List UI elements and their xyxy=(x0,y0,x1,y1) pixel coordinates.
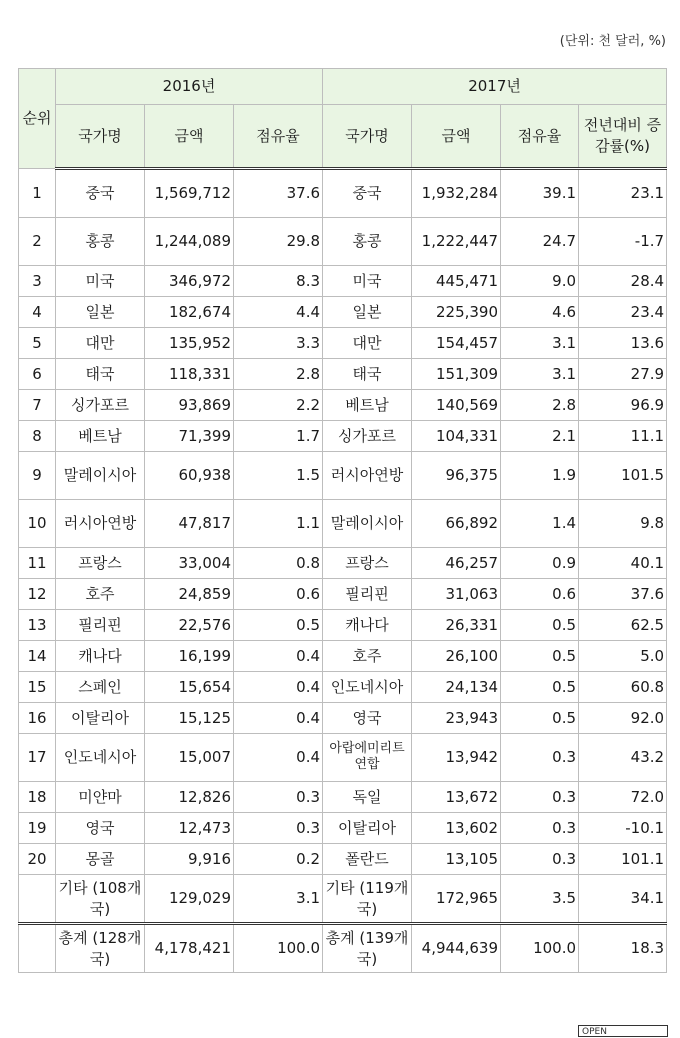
table-row xyxy=(19,169,667,218)
share-2016-cell: 0.3 xyxy=(234,782,323,813)
amount-2017-cell: 445,471 xyxy=(412,266,501,297)
amount-2016-cell: 60,938 xyxy=(145,452,234,500)
share-2017-cell: 1.4 xyxy=(501,500,579,548)
country-2016-cell: 스페인 xyxy=(56,672,145,703)
amount-2016-cell: 9,916 xyxy=(145,844,234,875)
table-row xyxy=(19,548,667,579)
share-2017-cell: 24.7 xyxy=(501,218,579,266)
country-2017-cell: 베트남 xyxy=(323,390,412,421)
share-2016-cell: 29.8 xyxy=(234,218,323,266)
country-2017-cell: 폴란드 xyxy=(323,844,412,875)
amount-2016-cell: 16,199 xyxy=(145,641,234,672)
country-2017-cell: 대만 xyxy=(323,328,412,359)
amount-2017-cell: 151,309 xyxy=(412,359,501,390)
table-row xyxy=(19,500,667,548)
growth-header: 전년대비 증감률(%) xyxy=(579,105,667,169)
country-2016-cell: 기타 (108개국) xyxy=(56,875,145,924)
others-row xyxy=(19,875,667,924)
amount-2017-cell: 24,134 xyxy=(412,672,501,703)
amount-2017-cell: 13,602 xyxy=(412,813,501,844)
country-2017-cell: 러시아연방 xyxy=(323,452,412,500)
amount-2016-cell: 47,817 xyxy=(145,500,234,548)
rank-cell: 11 xyxy=(19,548,56,579)
table-row xyxy=(19,672,667,703)
country-2017-cell: 캐나다 xyxy=(323,610,412,641)
growth-cell: -10.1 xyxy=(579,813,667,844)
amount-2016-cell: 15,007 xyxy=(145,734,234,782)
rank-cell: 10 xyxy=(19,500,56,548)
rank-cell: 1 xyxy=(19,169,56,218)
amount-2016-cell: 33,004 xyxy=(145,548,234,579)
year-2016-header: 2016년 xyxy=(56,69,323,105)
amount-2017-cell: 26,331 xyxy=(412,610,501,641)
rank-cell: 14 xyxy=(19,641,56,672)
growth-cell: 28.4 xyxy=(579,266,667,297)
share-2016-cell: 1.5 xyxy=(234,452,323,500)
share-2017-cell: 3.1 xyxy=(501,328,579,359)
country-2017-cell: 아랍에미리트연합 xyxy=(323,734,412,782)
rank-cell: 16 xyxy=(19,703,56,734)
country-2016-cell: 미국 xyxy=(56,266,145,297)
rank-cell: 5 xyxy=(19,328,56,359)
country-2016-cell: 미얀마 xyxy=(56,782,145,813)
growth-cell: 34.1 xyxy=(579,875,667,924)
share-2017-cell: 2.8 xyxy=(501,390,579,421)
growth-cell: 23.1 xyxy=(579,169,667,218)
rank-cell: 4 xyxy=(19,297,56,328)
amount-2017-cell: 13,105 xyxy=(412,844,501,875)
growth-cell: 40.1 xyxy=(579,548,667,579)
country-2016-cell: 홍콩 xyxy=(56,218,145,266)
growth-cell: 62.5 xyxy=(579,610,667,641)
country-2017-cell: 중국 xyxy=(323,169,412,218)
amount-2016-cell: 1,569,712 xyxy=(145,169,234,218)
table-row xyxy=(19,844,667,875)
amount-header-2016: 금액 xyxy=(145,105,234,169)
country-2017-cell: 필리핀 xyxy=(323,579,412,610)
growth-cell: 101.5 xyxy=(579,452,667,500)
country-2016-cell: 싱가포르 xyxy=(56,390,145,421)
table-row xyxy=(19,328,667,359)
share-2016-cell: 0.4 xyxy=(234,672,323,703)
share-2017-cell: 0.6 xyxy=(501,579,579,610)
total-row xyxy=(19,924,667,973)
growth-cell: 72.0 xyxy=(579,782,667,813)
table-row xyxy=(19,734,667,782)
country-2016-cell: 대만 xyxy=(56,328,145,359)
share-header-2016: 점유율 xyxy=(234,105,323,169)
share-2016-cell: 0.4 xyxy=(234,641,323,672)
amount-2017-cell: 66,892 xyxy=(412,500,501,548)
share-2017-cell: 1.9 xyxy=(501,452,579,500)
amount-2017-cell: 154,457 xyxy=(412,328,501,359)
amount-2016-cell: 22,576 xyxy=(145,610,234,641)
share-2016-cell: 1.1 xyxy=(234,500,323,548)
table-row xyxy=(19,641,667,672)
share-header-2017: 점유율 xyxy=(501,105,579,169)
share-2017-cell: 9.0 xyxy=(501,266,579,297)
rank-cell: 13 xyxy=(19,610,56,641)
country-2016-cell: 중국 xyxy=(56,169,145,218)
share-2016-cell: 37.6 xyxy=(234,169,323,218)
share-2016-cell: 0.8 xyxy=(234,548,323,579)
country-2016-cell: 총계 (128개국) xyxy=(56,924,145,973)
rank-cell: 9 xyxy=(19,452,56,500)
share-2017-cell: 3.5 xyxy=(501,875,579,924)
country-2017-cell: 말레이시아 xyxy=(323,500,412,548)
table-row xyxy=(19,266,667,297)
table-row xyxy=(19,452,667,500)
share-2016-cell: 2.2 xyxy=(234,390,323,421)
amount-2017-cell: 26,100 xyxy=(412,641,501,672)
amount-2017-cell: 140,569 xyxy=(412,390,501,421)
share-2016-cell: 0.2 xyxy=(234,844,323,875)
country-2017-cell: 홍콩 xyxy=(323,218,412,266)
share-2016-cell: 0.3 xyxy=(234,813,323,844)
table-row xyxy=(19,297,667,328)
rank-cell: 7 xyxy=(19,390,56,421)
amount-2016-cell: 1,244,089 xyxy=(145,218,234,266)
amount-header-2017: 금액 xyxy=(412,105,501,169)
share-2016-cell: 0.4 xyxy=(234,734,323,782)
growth-cell: 27.9 xyxy=(579,359,667,390)
share-2016-cell: 3.3 xyxy=(234,328,323,359)
table-row xyxy=(19,813,667,844)
rank-cell: 6 xyxy=(19,359,56,390)
amount-2017-cell: 172,965 xyxy=(412,875,501,924)
country-2016-cell: 베트남 xyxy=(56,421,145,452)
share-2016-cell: 2.8 xyxy=(234,359,323,390)
growth-cell: 18.3 xyxy=(579,924,667,973)
share-2016-cell: 100.0 xyxy=(234,924,323,973)
amount-2016-cell: 118,331 xyxy=(145,359,234,390)
table-row xyxy=(19,390,667,421)
amount-2016-cell: 12,826 xyxy=(145,782,234,813)
table-row xyxy=(19,782,667,813)
share-2016-cell: 4.4 xyxy=(234,297,323,328)
amount-2017-cell: 96,375 xyxy=(412,452,501,500)
country-2016-cell: 러시아연방 xyxy=(56,500,145,548)
table-row xyxy=(19,359,667,390)
amount-2016-cell: 182,674 xyxy=(145,297,234,328)
amount-2016-cell: 135,952 xyxy=(145,328,234,359)
amount-2017-cell: 1,222,447 xyxy=(412,218,501,266)
country-2017-cell: 일본 xyxy=(323,297,412,328)
amount-2016-cell: 15,654 xyxy=(145,672,234,703)
country-2017-cell: 이탈리아 xyxy=(323,813,412,844)
unit-note: (단위: 천 달러, %) xyxy=(559,34,666,49)
share-2017-cell: 0.3 xyxy=(501,782,579,813)
amount-2017-cell: 13,672 xyxy=(412,782,501,813)
table-row xyxy=(19,703,667,734)
share-2017-cell: 4.6 xyxy=(501,297,579,328)
amount-2017-cell: 13,942 xyxy=(412,734,501,782)
share-2016-cell: 0.4 xyxy=(234,703,323,734)
rank-cell: 17 xyxy=(19,734,56,782)
country-2017-cell: 태국 xyxy=(323,359,412,390)
rank-cell xyxy=(19,924,56,973)
country-2016-cell: 프랑스 xyxy=(56,548,145,579)
growth-cell: 92.0 xyxy=(579,703,667,734)
country-2017-cell: 싱가포르 xyxy=(323,421,412,452)
share-2017-cell: 100.0 xyxy=(501,924,579,973)
share-2017-cell: 3.1 xyxy=(501,359,579,390)
rank-cell xyxy=(19,875,56,924)
rank-cell: 19 xyxy=(19,813,56,844)
amount-2017-cell: 46,257 xyxy=(412,548,501,579)
amount-2017-cell: 104,331 xyxy=(412,421,501,452)
growth-cell: 43.2 xyxy=(579,734,667,782)
share-2017-cell: 0.3 xyxy=(501,844,579,875)
share-2017-cell: 0.5 xyxy=(501,703,579,734)
amount-2016-cell: 15,125 xyxy=(145,703,234,734)
growth-cell: 13.6 xyxy=(579,328,667,359)
country-2016-cell: 태국 xyxy=(56,359,145,390)
country-header-2017: 국가명 xyxy=(323,105,412,169)
growth-cell: -1.7 xyxy=(579,218,667,266)
table-row xyxy=(19,579,667,610)
amount-2017-cell: 1,932,284 xyxy=(412,169,501,218)
share-2016-cell: 0.5 xyxy=(234,610,323,641)
amount-2016-cell: 93,869 xyxy=(145,390,234,421)
country-2016-cell: 캐나다 xyxy=(56,641,145,672)
country-2017-cell: 총계 (139개국) xyxy=(323,924,412,973)
country-2016-cell: 말레이시아 xyxy=(56,452,145,500)
rank-cell: 15 xyxy=(19,672,56,703)
amount-2016-cell: 4,178,421 xyxy=(145,924,234,973)
share-2016-cell: 1.7 xyxy=(234,421,323,452)
rank-cell: 2 xyxy=(19,218,56,266)
amount-2016-cell: 129,029 xyxy=(145,875,234,924)
share-2017-cell: 39.1 xyxy=(501,169,579,218)
share-2016-cell: 8.3 xyxy=(234,266,323,297)
country-2017-cell: 호주 xyxy=(323,641,412,672)
year-2017-header: 2017년 xyxy=(323,69,667,105)
country-2016-cell: 영국 xyxy=(56,813,145,844)
growth-cell: 37.6 xyxy=(579,579,667,610)
share-2016-cell: 3.1 xyxy=(234,875,323,924)
country-2016-cell: 필리핀 xyxy=(56,610,145,641)
share-2017-cell: 0.5 xyxy=(501,672,579,703)
amount-2017-cell: 31,063 xyxy=(412,579,501,610)
country-2017-cell: 인도네시아 xyxy=(323,672,412,703)
country-2017-cell: 기타 (119개국) xyxy=(323,875,412,924)
share-2017-cell: 0.5 xyxy=(501,610,579,641)
share-2017-cell: 0.9 xyxy=(501,548,579,579)
growth-cell: 96.9 xyxy=(579,390,667,421)
rank-cell: 8 xyxy=(19,421,56,452)
growth-cell: 5.0 xyxy=(579,641,667,672)
rank-cell: 18 xyxy=(19,782,56,813)
country-2017-cell: 영국 xyxy=(323,703,412,734)
growth-cell: 101.1 xyxy=(579,844,667,875)
country-2017-cell: 독일 xyxy=(323,782,412,813)
rank-cell: 20 xyxy=(19,844,56,875)
share-2017-cell: 2.1 xyxy=(501,421,579,452)
share-2016-cell: 0.6 xyxy=(234,579,323,610)
share-2017-cell: 0.3 xyxy=(501,734,579,782)
country-2016-cell: 이탈리아 xyxy=(56,703,145,734)
growth-cell: 11.1 xyxy=(579,421,667,452)
country-2016-cell: 호주 xyxy=(56,579,145,610)
amount-2016-cell: 12,473 xyxy=(145,813,234,844)
export-ranking-table xyxy=(18,68,667,973)
country-2017-cell: 미국 xyxy=(323,266,412,297)
amount-2017-cell: 4,944,639 xyxy=(412,924,501,973)
growth-cell: 23.4 xyxy=(579,297,667,328)
growth-cell: 60.8 xyxy=(579,672,667,703)
table-row xyxy=(19,218,667,266)
growth-cell: 9.8 xyxy=(579,500,667,548)
amount-2016-cell: 71,399 xyxy=(145,421,234,452)
amount-2016-cell: 346,972 xyxy=(145,266,234,297)
table-row xyxy=(19,610,667,641)
share-2017-cell: 0.5 xyxy=(501,641,579,672)
amount-2016-cell: 24,859 xyxy=(145,579,234,610)
country-2017-cell: 프랑스 xyxy=(323,548,412,579)
amount-2017-cell: 23,943 xyxy=(412,703,501,734)
rank-cell: 12 xyxy=(19,579,56,610)
country-header-2016: 국가명 xyxy=(56,105,145,169)
share-2017-cell: 0.3 xyxy=(501,813,579,844)
rank-cell: 3 xyxy=(19,266,56,297)
rank-header: 순위 xyxy=(19,69,56,169)
open-license-logo: OPEN xyxy=(578,1025,668,1037)
country-2016-cell: 일본 xyxy=(56,297,145,328)
amount-2017-cell: 225,390 xyxy=(412,297,501,328)
country-2016-cell: 인도네시아 xyxy=(56,734,145,782)
country-2016-cell: 몽골 xyxy=(56,844,145,875)
table-row xyxy=(19,421,667,452)
